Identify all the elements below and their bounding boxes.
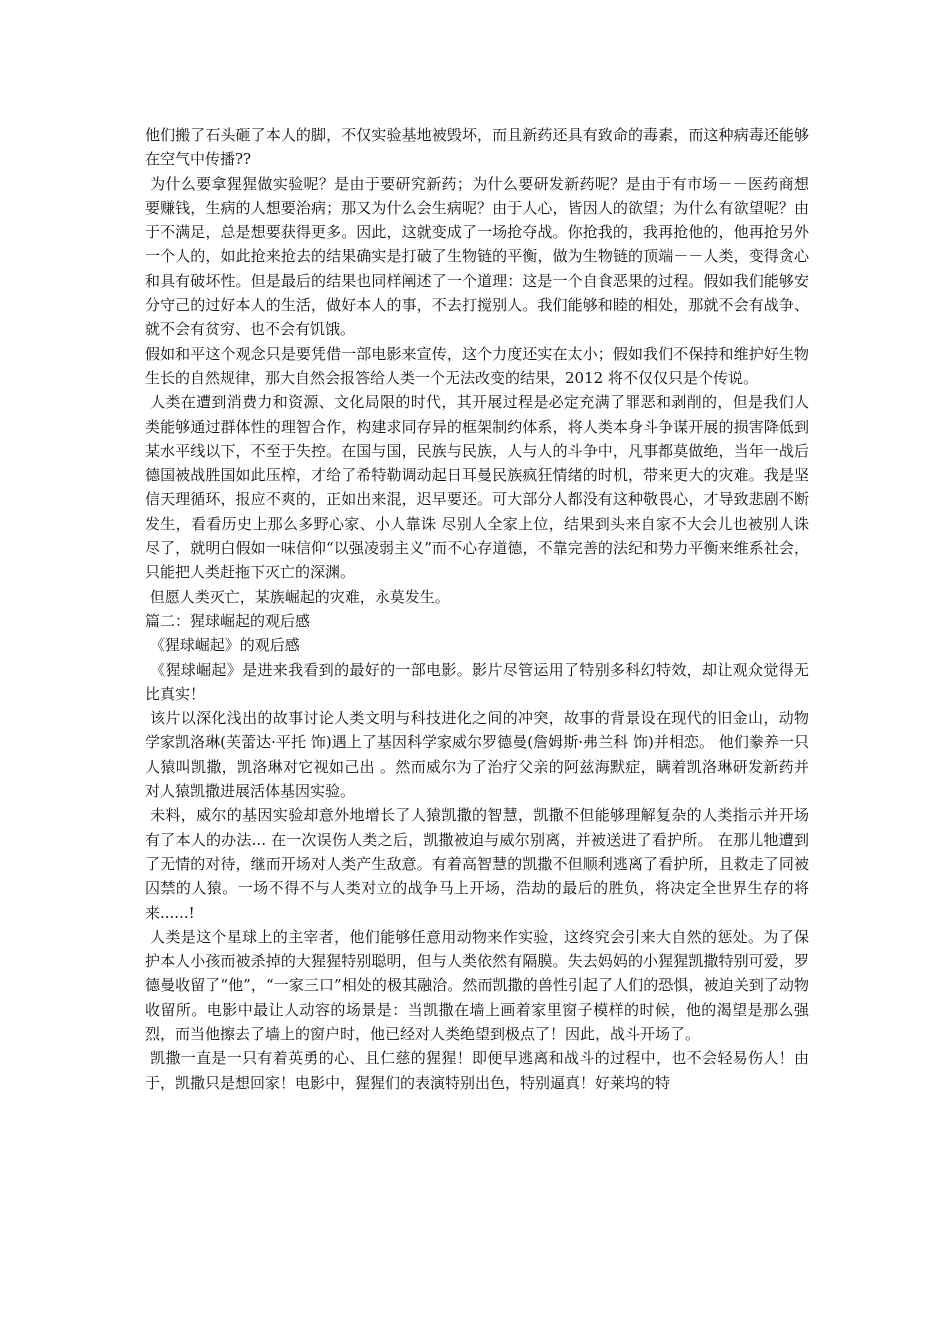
paragraph-human-dominance: 人类是这个星球上的主宰者，他们能够任意用动物来作实验，这终究会引来大自然的惩处。为了保护本人小孩而被杀掉的大猩猩特别聪明，但与人类依然有隔膜。失去妈妈的小猩猩凯撒特别可爱，罗德曼收留了“他”，“一家三口”相处的极其融洽。然而凯撒的兽性引起了人们的恐惧，被迫关到了动物收留所。电影中最让人动容的场景是：当凯撒在墙上画着家里窗子模样的时候，他的渴望是那么强烈，而当他擦去了墙上的窗户时，他已经对人类绝望到极点了！因此，战斗开场了。 [145, 927, 809, 1043]
section-heading-part-two: 篇二：猩球崛起的观后感 [145, 611, 311, 630]
paragraph-caesar-intelligence: 未料，威尔的基因实验却意外地增长了人猿凯撒的智慧，凯撒不但能够理解复杂的人类指示并开场有了本人的办法... 在一次误伤人类之后，凯撒被迫与威尔别离，并被送进了看护所。 在那儿牠遭到了无情的对待，继而开场对人类产生敌意。有着高智慧的凯撒不但顺利逃离了看护所，且救走了同被囚禁的人猿。一场不得不与人类对立的战争马上开场，浩劫的最后的胜负，将决定全世界生存的将来......! [145, 806, 809, 922]
document-body [145, 123, 809, 1095]
paragraph-wish: 但愿人类灭亡，某族崛起的灾难，永莫发生。 [145, 587, 450, 606]
essay-title: 《猩球崛起》的观后感 [145, 636, 300, 655]
paragraph-human-development: 人类在遭到消费力和资源、文化局限的时代，其开展过程是必定充满了罪恶和剥削的，但是我们人类能够通过群体性的理智合作，构建求同存异的框架制约体系，将人类本身斗争谋开展的损害降低到某水平线以下，不至于失控。在国与国，民族与民族，人与人的斗争中，凡事都莫做绝，当年一战后德国被战胜国如此压榨，才给了希特勒调动起日耳曼民族疯狂情绪的时机，带来更大的灾难。我是坚信天理循环，报应不爽的，正如出来混，迟早要还。可大部分人都没有这种敬畏心，才导致悲剧不断发生，看看历史上那么多野心家、小人靠诛 尽别人全家上位，结果到头来自家不大会儿也被别人诛尽了，就明白假如一味信仰“以强凌弱主义”而不心存道德，不靠完善的法纪和势力平衡来维系社会，只能把人类赶拖下灭亡的深渊。 [145, 393, 809, 582]
paragraph-best-movie: 《猩球崛起》是进来我看到的最好的一部电影。影片尽管运用了特别多科幻特效，却让观众觉得无比真实！ [145, 660, 809, 703]
paragraph-why-experiment: 为什么要拿猩猩做实验呢？是由于要研究新药；为什么要研发新药呢？是由于有市场－－医药商想要赚钱，生病的人想要治病；那又为什么会生病呢？由于人心，皆因人的欲望；为什么有欲望呢？由于不满足，总是想要获得更多。因此，这就变成了一场抢夺战。你抢我的，我再抢他的，他再抢另外一个人的，如此抢来抢去的结果确实是打破了生物链的平衡，做为生物链的顶端－－人类，变得贪心和具有破坏性。但是最后的结果也同样阐述了一个道理：这是一个自食恶果的过程。假如我们能够安分守己的过好本人的生活，做好本人的事，不去打搅别人。我们能够和睦的相处，那就不会有战争、就不会有贫穷、也不会有饥饿。 [145, 174, 809, 339]
paragraph-poison-spread: 他们搬了石头砸了本人的脚，不仅实验基地被毁坏，而且新药还具有致命的毒素，而这种病毒还能够在空气中传播?? [145, 126, 809, 169]
paragraph-peace-concept: 假如和平这个观念只是要凭借一部电影来宣传，这个力度还实在太小；假如我们不保持和维护好生物生长的自然规律，那大自然会报答给人类一个无法改变的结果，2012 将不仅仅只是个传说。 [145, 344, 809, 387]
paragraph-caesar-brave: 凯撒一直是一只有着英勇的心、且仁慈的猩猩！即便早逃离和战斗的过程中，也不会轻易伤人！由于，凯撒只是想回家！电影中，猩猩们的表演特别出色，特别逼真！好莱坞的特 [145, 1049, 809, 1092]
paragraph-plot: 该片以深化浅出的故事讨论人类文明与科技进化之间的冲突，故事的背景设在现代的旧金山，动物学家凯洛琳(芙蕾达·平托 饰)遇上了基因科学家威尔罗德曼(詹姆斯·弗兰科 饰)并相恋。 他们豢养一只人猿叫凯撒，凯洛琳对它视如己出 。然而威尔为了治疗父亲的阿兹海默症，瞒着凯洛琳研发新药并对人猿凯撒进展活体基因实验。 [145, 709, 809, 801]
